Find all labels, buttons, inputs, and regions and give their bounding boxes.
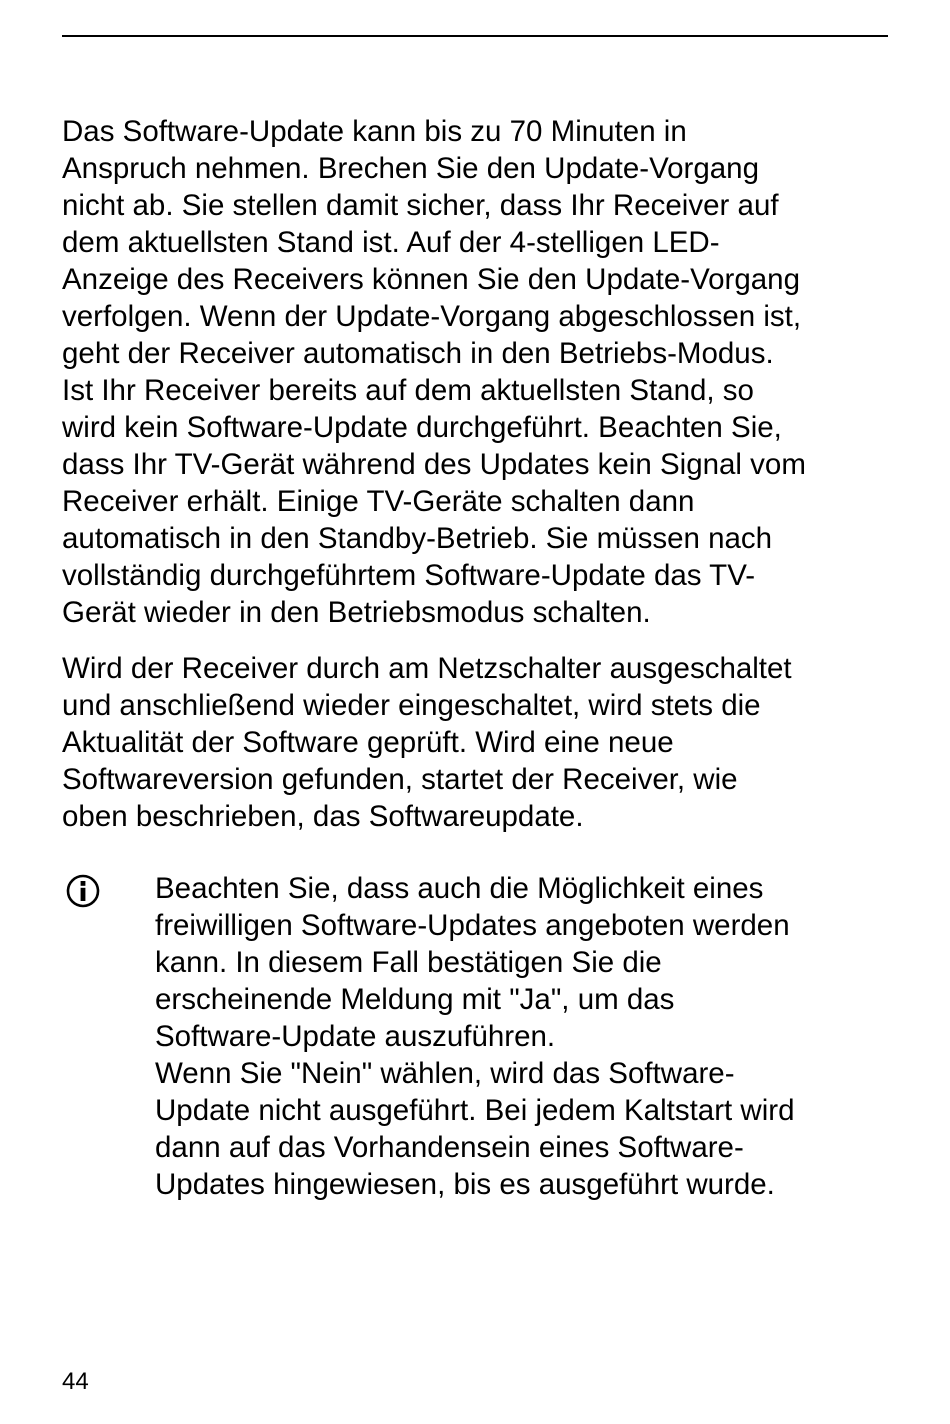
text-line: dass Ihr TV-Gerät während des Updates kein Signal vom	[62, 448, 806, 481]
text-line: Gerät wieder in den Betriebsmodus schalten.	[62, 596, 651, 629]
paragraph-power-cycle	[62, 650, 892, 835]
text-line: Receiver erhält. Einige TV-Geräte schalten dann	[62, 485, 695, 518]
text-line: Das Software-Update kann bis zu 70 Minuten in	[62, 115, 687, 148]
note-voluntary-update	[155, 870, 895, 1203]
text-line: dem aktuellsten Stand ist. Auf der 4-stelligen LED-	[62, 226, 720, 259]
note-line: dann auf das Vorhandensein eines Software-	[155, 1131, 744, 1164]
text-line: Aktualität der Software geprüft. Wird eine neue	[62, 726, 674, 759]
note-line: Beachten Sie, dass auch die Möglichkeit eines	[155, 872, 764, 905]
text-line: wird kein Software-Update durchgeführt. Beachten Sie,	[62, 411, 782, 444]
text-line: verfolgen. Wenn der Update-Vorgang abgeschlossen ist,	[62, 300, 802, 333]
text-line: vollständig durchgeführtem Software-Update das TV-	[62, 559, 756, 592]
note-line: Updates hingewiesen, bis es ausgeführt wurde.	[155, 1168, 775, 1201]
info-icon	[66, 874, 100, 908]
text-line: und anschließend wieder eingeschaltet, wird stets die	[62, 689, 761, 722]
note-line: Software-Update auszuführen.	[155, 1020, 556, 1053]
note-line: freiwilligen Software-Updates angeboten werden	[155, 909, 790, 942]
text-line: Anspruch nehmen. Brechen Sie den Update-Vorgang	[62, 152, 759, 185]
page-number: 44	[62, 1368, 89, 1395]
text-line: Anzeige des Receivers können Sie den Update-Vorgang	[62, 263, 800, 296]
text-line: oben beschrieben, das Softwareupdate.	[62, 800, 584, 833]
note-line: Wenn Sie "Nein" wählen, wird das Software-	[155, 1057, 735, 1090]
text-line: Softwareversion gefunden, startet der Receiver, wie	[62, 763, 738, 796]
paragraph-update-duration	[62, 113, 892, 631]
text-line: Ist Ihr Receiver bereits auf dem aktuellsten Stand, so	[62, 374, 754, 407]
note-line: erscheinende Meldung mit "Ja", um das	[155, 983, 675, 1016]
header-rule	[62, 35, 888, 37]
text-line: nicht ab. Sie stellen damit sicher, dass Ihr Receiver auf	[62, 189, 779, 222]
text-line: automatisch in den Standby-Betrieb. Sie müssen nach	[62, 522, 773, 555]
text-line: Wird der Receiver durch am Netzschalter ausgeschaltet	[62, 652, 792, 685]
text-line: geht der Receiver automatisch in den Betriebs-Modus.	[62, 337, 774, 370]
note-line: Update nicht ausgeführt. Bei jedem Kaltstart wird	[155, 1094, 795, 1127]
note-line: kann. In diesem Fall bestätigen Sie die	[155, 946, 662, 979]
